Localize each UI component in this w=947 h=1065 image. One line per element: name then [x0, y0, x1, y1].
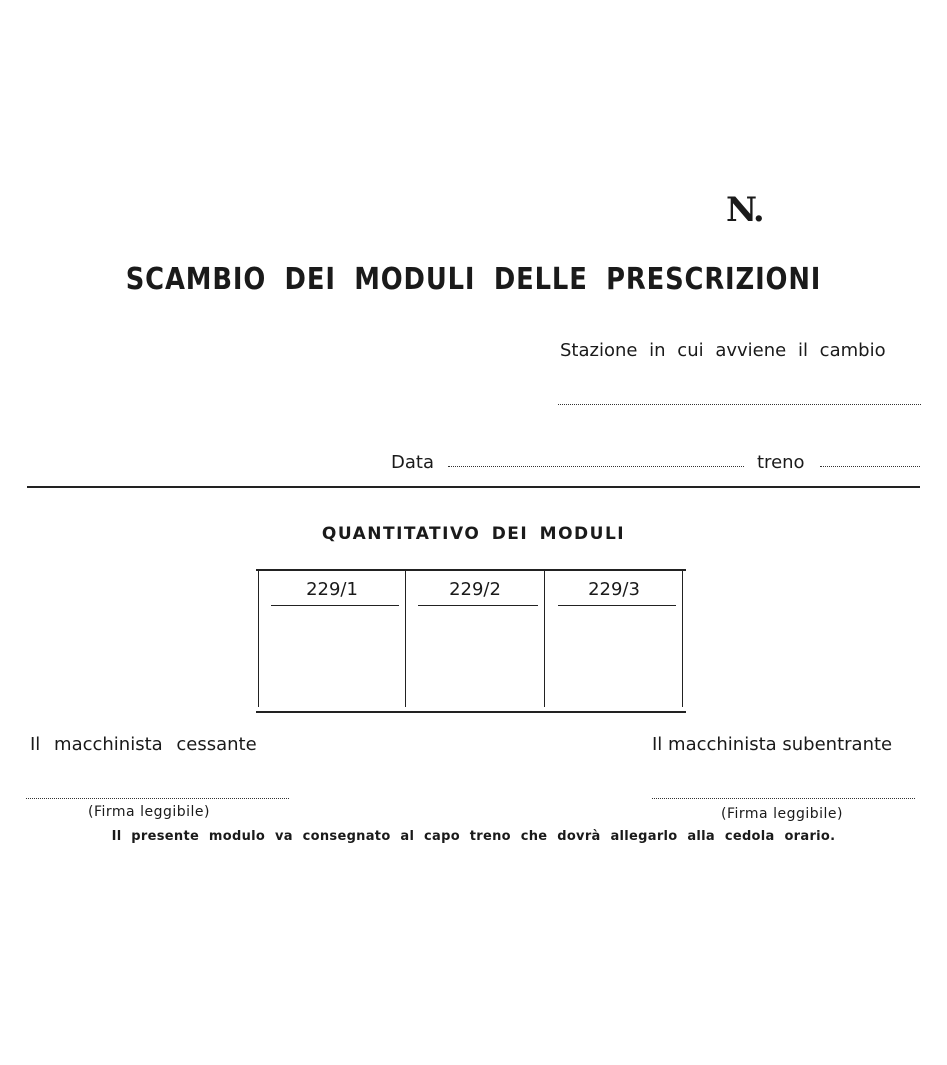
- section-divider: [27, 486, 920, 488]
- outgoing-signature-hint: (Firma leggibile): [88, 804, 210, 820]
- column-229-3[interactable]: [546, 571, 683, 707]
- footer-note: Il presente modulo va consegnato al capo treno che dovrà allegarlo alla cedola orario.: [111, 829, 836, 844]
- train-field-line[interactable]: [820, 466, 920, 467]
- header-underline: [271, 605, 399, 606]
- column-229-1[interactable]: [258, 571, 406, 707]
- header-underline: [418, 605, 538, 606]
- date-label: Data: [391, 452, 434, 473]
- header-underline: [558, 605, 676, 606]
- quantity-title: QUANTITATIVO DEI MODULI: [321, 524, 626, 544]
- column-header: 229/2: [449, 579, 501, 600]
- number-sign: N.: [726, 190, 763, 230]
- column-header: 229/3: [588, 579, 640, 600]
- train-label: treno: [757, 452, 805, 473]
- incoming-signature-hint: (Firma leggibile): [721, 806, 843, 822]
- document-title: SCAMBIO DEI MODULI DELLE PRESCRIZIONI: [125, 262, 822, 297]
- incoming-signature-line[interactable]: [652, 798, 915, 799]
- module-quantity-table: [256, 569, 686, 713]
- date-field-line[interactable]: [448, 466, 744, 467]
- station-field-line[interactable]: [558, 404, 921, 405]
- column-229-2[interactable]: [406, 571, 545, 707]
- station-label: Stazione in cui avviene il cambio: [560, 340, 886, 361]
- outgoing-driver-label: Il macchinista cessante: [30, 734, 257, 755]
- outgoing-signature-line[interactable]: [26, 798, 289, 799]
- incoming-driver-label: Il macchinista subentrante: [652, 734, 893, 755]
- column-header: 229/1: [306, 579, 358, 600]
